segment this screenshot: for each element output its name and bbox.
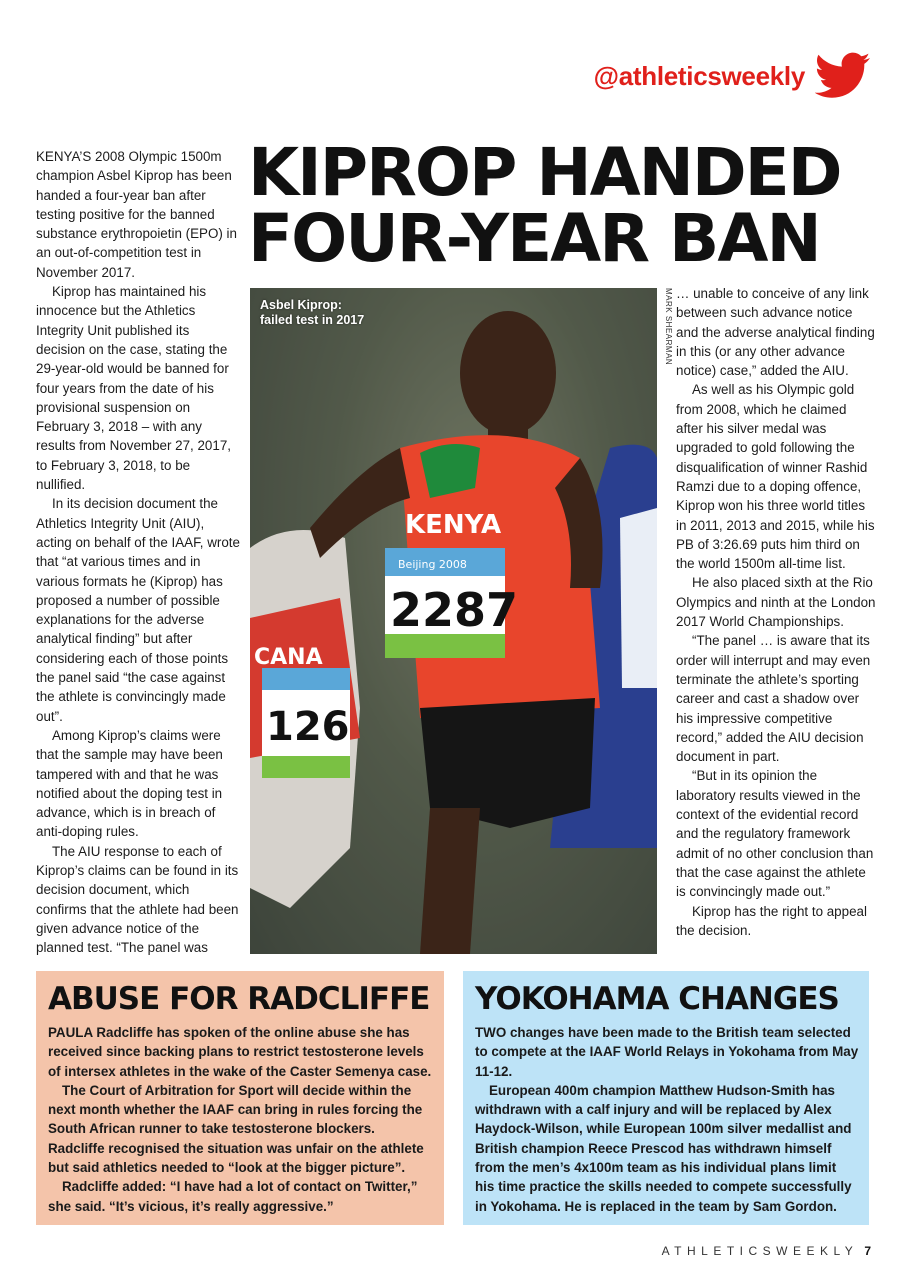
box-title: YOKOHAMA CHANGES (475, 981, 839, 1017)
sidebar-box-radcliffe (36, 971, 444, 1225)
article-paragraph: “But in its opinion the laboratory results viewed in the context of the evidential record and the regulatory framework admit of no other conclusion than that the case against the athlete is convincingly made out.” (676, 768, 874, 900)
page-number: 7 (864, 1244, 871, 1258)
photo-caption-line-1: Asbel Kiprop: (260, 298, 342, 312)
publication-name: ATHLETICSWEEKLY (661, 1244, 859, 1258)
article-column-right (676, 284, 876, 940)
twitter-handle-block[interactable] (594, 52, 871, 100)
box-paragraph: TWO changes have been made to the British team selected to compete at the IAAF World Relays in Yokohama from May 11-12. (475, 1025, 859, 1079)
left-bib-number: 126 (266, 704, 350, 750)
sidebar-box-yokohama (463, 971, 869, 1225)
photo-caption-line-2: failed test in 2017 (260, 313, 365, 327)
article-paragraph: KENYA’S 2008 Olympic 1500m champion Asbel Kiprop has been handed a four-year ban after testing positive for the banned substance erythropoietin (EPO) in an out-of-competition test in November 2017. (36, 149, 237, 280)
box-paragraph: Radcliffe added: “I have had a lot of contact on Twitter,” she said. “It’s vicious, it’s really aggressive.” (48, 1179, 418, 1214)
box-title: ABUSE FOR RADCLIFFE (48, 981, 430, 1017)
page-footer (662, 1244, 871, 1258)
headline-line-1: KIPROP HANDED (248, 134, 841, 211)
article-paragraph: Kiprop has the right to appeal the decision. (676, 903, 867, 938)
photo-credit: MARK SHEARMAN (664, 288, 673, 366)
box-paragraph: European 400m champion Matthew Hudson-Smith has withdrawn with a calf injury and will be replaced by Alex Haydock-Wilson, while European 100m silver medallist and British champion Reece Prescod has withdrawn himself from the men’s 4x100m team as his individual plans limit his time practice the skills needed to compete successfully in Yokohama. He is replaced in the team by Sam Gordon. (475, 1082, 852, 1214)
article-column-left (36, 147, 240, 957)
athlete-illustration (250, 288, 657, 954)
box-paragraph: The Court of Arbitration for Sport will decide within the next month whether the IAAF can bring in rules forcing the South African runner to take testosterone blockers. Radcliffe recognised the situation was unfair on the athlete but said athletics needed to “look at the bigger picture”. (48, 1082, 424, 1176)
box-paragraph: PAULA Radcliffe has spoken of the online abuse she has received since backing plans to restrict testosterone levels of intersex athletes in the wake of the Caster Semenya case. (48, 1025, 432, 1079)
article-paragraph: As well as his Olympic gold from 2008, which he claimed after his silver medal was upgraded to gold following the disqualification of winner Rashid Ramzi due to a doping offence, Kiprop won his three world titles in 2011, 2013 and 2015, while his PB of 3:26.69 puts him third on the world 1500m all-time list. (676, 382, 875, 572)
article-paragraph: Kiprop has maintained his innocence but the Athletics Integrity Unit published its decision on the case, stating the 29-year-old would be banned for four years from the date of his provisional suspension on February 3, 2018 – with any results from November 27, 2017, to February 3, 2018, to be nullified. (36, 284, 231, 493)
bib-header: Beijing 2008 (398, 558, 467, 571)
twitter-bird-icon (815, 52, 871, 100)
article-paragraph: In its decision document the Athletics Integrity Unit (AIU), acting on behalf of the IAAF, wrote that “at various times and in various formats he (Kiprop) has proposed a number of possible explanations for the adverse analytical finding” but after considering each of those points the panel said “the case against the athlete is convincingly made out”. (36, 496, 240, 724)
article-paragraph: The AIU response to each of Kiprop’s claims can be found in its decision document, which confirms that the athlete had been given advance notice of the planned test. “The panel was (36, 843, 239, 956)
twitter-handle[interactable]: @athleticsweekly (593, 60, 805, 91)
article-paragraph: “The panel … is aware that its order will interrupt and may even terminate the athlete’s sporting career and cast a shadow over his impressive competitive record,” added the AIU decision document in part. (676, 633, 871, 765)
article-paragraph: He also placed sixth at the Rio Olympics and ninth at the London 2017 World Championships. (676, 575, 876, 630)
athlete-photo (250, 288, 657, 954)
article-paragraph: … unable to conceive of any link between such advance notice and the adverse analytical finding in this (or any other advance notice) case,” added the AIU. (676, 286, 875, 379)
left-vest-text: CANA (254, 645, 323, 670)
vest-text: KENYA (405, 510, 502, 540)
article-paragraph: Among Kiprop’s claims were that the sample may have been tampered with and that he was notified about the doping test in advance, which is in breach of anti-doping rules. (36, 727, 223, 840)
headline-line-2: FOUR-YEAR BAN (248, 200, 820, 277)
bib-number: 2287 (390, 583, 519, 637)
photo-caption (260, 298, 364, 328)
headline (248, 134, 888, 277)
